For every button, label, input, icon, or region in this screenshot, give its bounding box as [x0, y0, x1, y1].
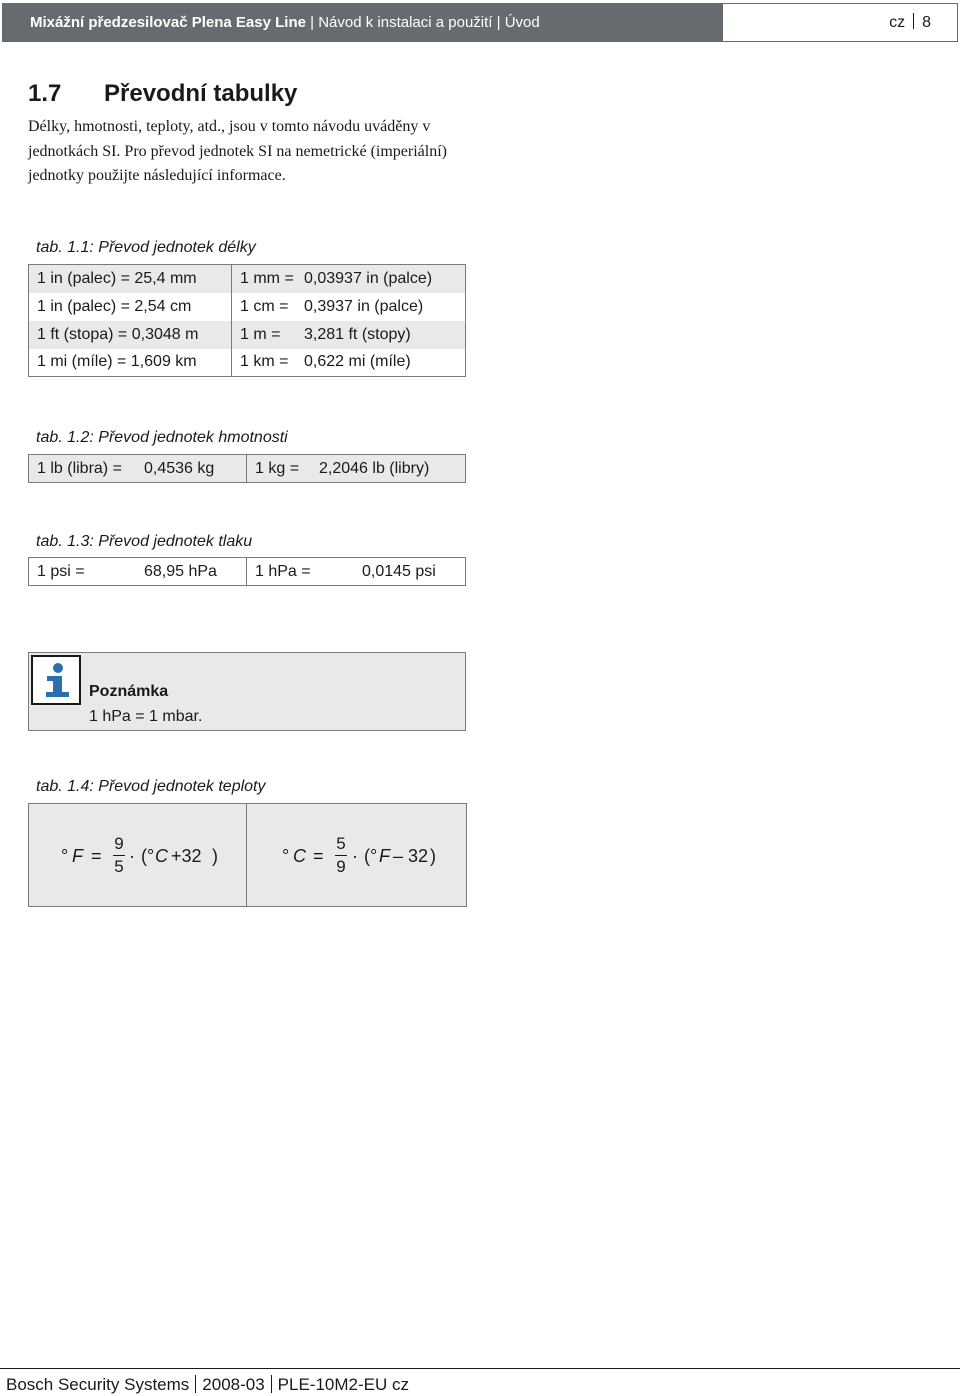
section-intro: Délky, hmotnosti, teploty, atd., jsou v tomto návodu uváděny v jednotkách SI. Pro převod jednotek SI na nemetrické (imperiální) jednotky použijte následující informace. [28, 118, 447, 184]
table-row [29, 455, 466, 483]
pressure-table-caption: tab. 1.3: Převod jednotek tlaku [36, 533, 253, 550]
note-text: 1 hPa = 1 mbar. [89, 708, 203, 725]
section-title: Převodní tabulky [104, 80, 298, 107]
temperature-table-caption: tab. 1.4: Převod jednotek teploty [36, 778, 266, 795]
mass-table-caption: tab. 1.2: Převod jednotek hmotnosti [36, 429, 288, 446]
fahrenheit-formula-cell: ° F = 9 5 · ( ° C +32 ) [29, 804, 247, 906]
table-cell: 1 mm = 0,03937 in (palce) [232, 265, 466, 293]
table-cell: 1 lb (libra) = 0,4536 kg [29, 455, 247, 483]
footer-rule [0, 1368, 960, 1369]
table-row [29, 265, 466, 293]
table-cell: 1 psi = 68,95 hPa [29, 558, 247, 586]
footer-doc-id: PLE-10M2-EU cz [277, 1375, 409, 1394]
table-row [29, 293, 466, 321]
temperature-formula-table [28, 803, 467, 907]
table-row [29, 558, 466, 586]
header-page-info [723, 3, 958, 42]
table-cell: 1 m = 3,281 ft (stopy) [232, 321, 466, 349]
table-cell: 1 km = 0,622 mi (míle) [240, 353, 411, 371]
footer-company: Bosch Security Systems [6, 1375, 190, 1394]
table-row [29, 349, 466, 377]
mass-conversion-table [28, 454, 466, 483]
table-cell: 1 cm = 0,3937 in (palce) [240, 297, 424, 315]
header-page-number: 8 [922, 14, 931, 31]
table-cell: 1 hPa = 0,0145 psi [255, 562, 436, 580]
footer-separator [195, 1375, 196, 1393]
footer-separator [271, 1375, 272, 1393]
header-title-bar: Mixážní předzesilovač Plena Easy Line | Návod k instalaci a použití | Úvod [2, 3, 723, 42]
info-icon [31, 655, 81, 705]
table-row [29, 321, 466, 349]
celsius-formula-cell: ° C = 5 9 · ( ° F – 32 ) [282, 834, 436, 876]
pressure-conversion-table [28, 557, 466, 586]
table-cell: 1 in (palec) = 25,4 mm [29, 265, 232, 293]
table-cell: 1 kg = 2,2046 lb (libry) [247, 455, 466, 483]
header-separator [913, 13, 914, 29]
table-cell: 1 ft (stopa) = 0,3048 m [29, 321, 232, 349]
footer-date: 2008-03 [202, 1375, 265, 1394]
note-box [28, 652, 466, 731]
section-number: 1.7 [28, 80, 62, 107]
header-chapter: Úvod [504, 14, 540, 31]
header-doc-type: Návod k instalaci a použití [318, 14, 493, 31]
table-cell: 1 mi (míle) = 1,609 km [29, 349, 232, 377]
page-header [2, 3, 958, 42]
length-conversion-table [28, 264, 466, 377]
header-product-title: Mixážní předzesilovač Plena Easy Line [30, 14, 306, 31]
note-title: Poznámka [89, 683, 169, 700]
page-footer [6, 1375, 409, 1395]
table-cell: 1 in (palec) = 2,54 cm [29, 293, 232, 321]
section-heading [28, 80, 297, 108]
length-table-caption: tab. 1.1: Převod jednotek délky [36, 239, 256, 256]
header-language: cz [889, 14, 906, 31]
